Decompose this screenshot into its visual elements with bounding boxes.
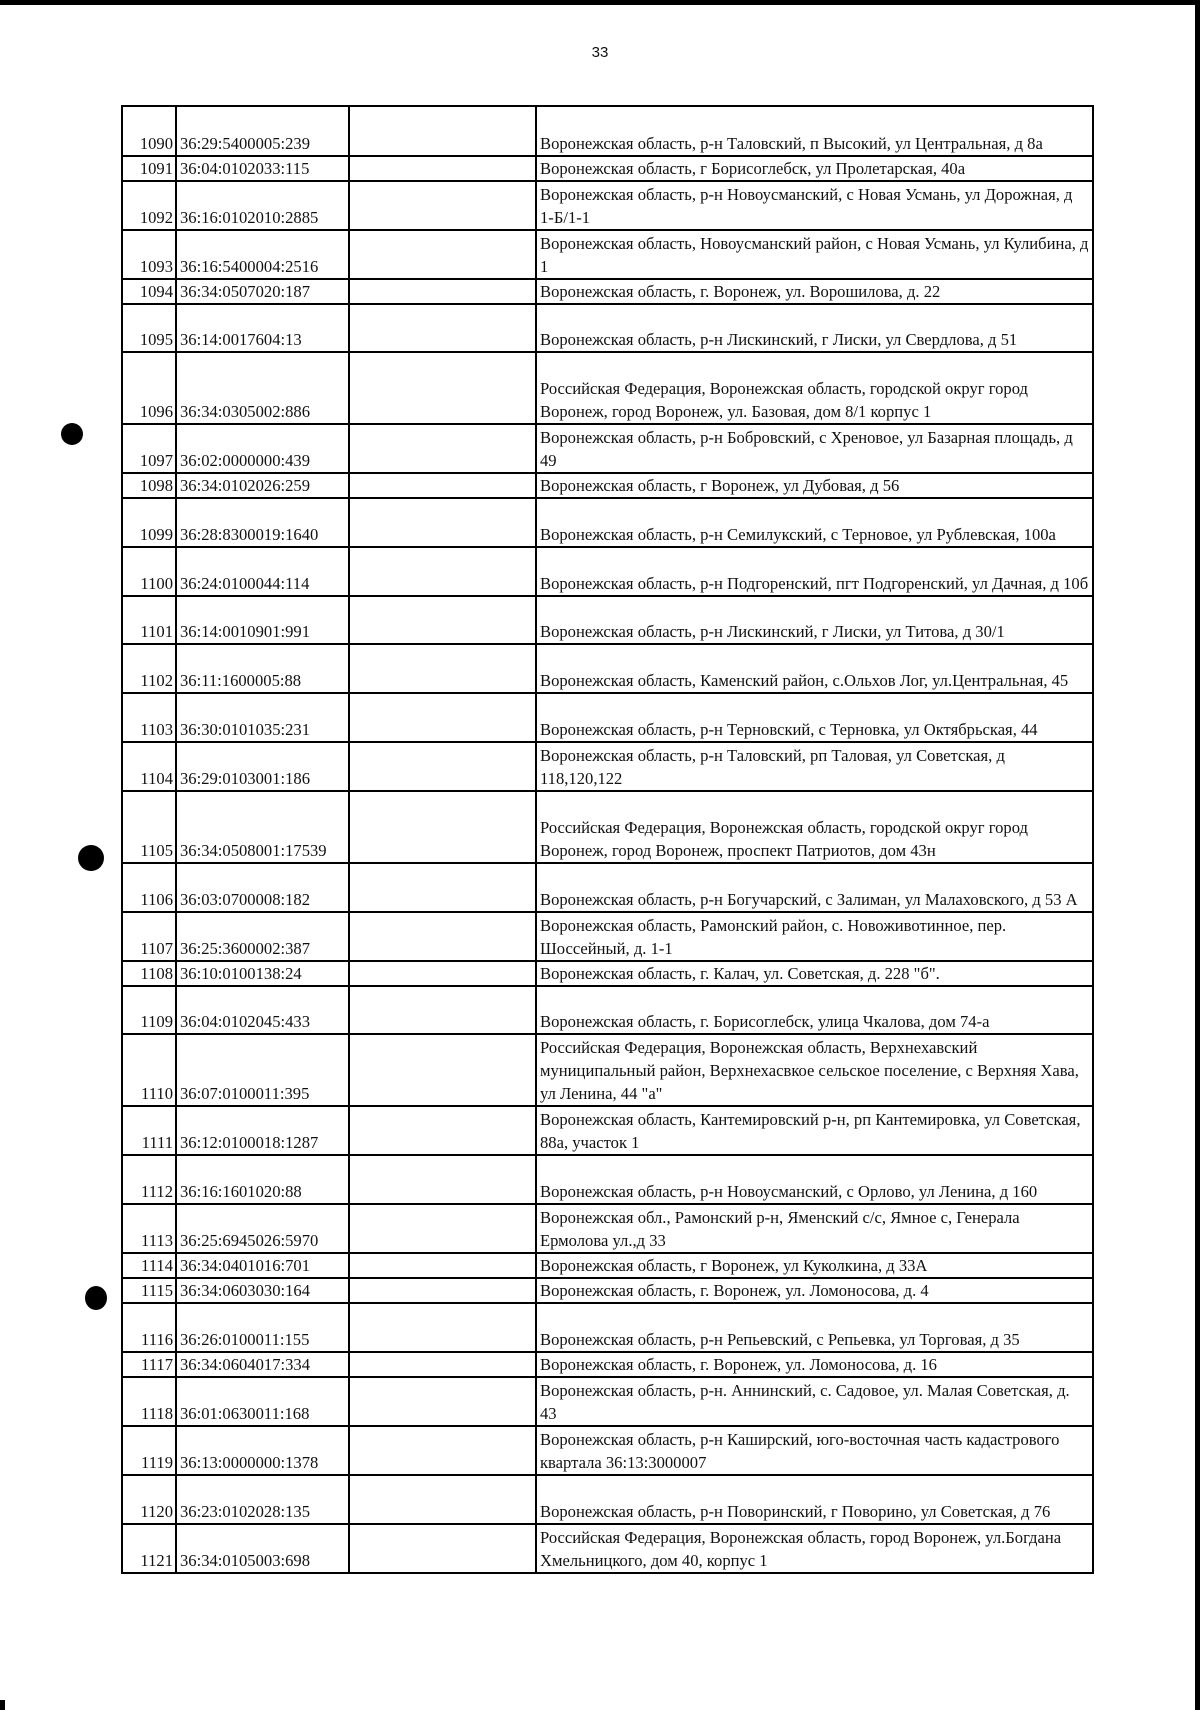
address-cell: Воронежская область, р-н Семилукский, с Терновое, ул Рублевская, 100а: [536, 498, 1093, 547]
row-number-cell: 1108: [122, 961, 176, 986]
table-row: [122, 230, 1093, 279]
row-number-cell: 1104: [122, 742, 176, 791]
address-cell: Воронежская область, р-н Каширский, юго-восточная часть кадастрового квартала 36:13:3000007: [536, 1426, 1093, 1475]
empty-cell: [349, 106, 536, 156]
table-row: [122, 547, 1093, 596]
table-row: [122, 986, 1093, 1034]
address-cell: Воронежская область, р-н Подгоренский, пгт Подгоренский, ул Дачная, д 10б: [536, 547, 1093, 596]
row-number-cell: 1113: [122, 1204, 176, 1253]
address-cell: Воронежская область, р-н Таловский, п Высокий, ул Центральная, д 8а: [536, 106, 1093, 156]
cadastral-number-cell: 36:30:0101035:231: [176, 693, 349, 742]
table-row: [122, 1204, 1093, 1253]
cadastral-number-cell: 36:04:0102045:433: [176, 986, 349, 1034]
empty-cell: [349, 304, 536, 352]
row-number-cell: 1099: [122, 498, 176, 547]
cadastral-number-cell: 36:34:0507020:187: [176, 279, 349, 304]
empty-cell: [349, 498, 536, 547]
address-cell: Российская Федерация, Воронежская область, город Воронеж, ул.Богдана Хмельницкого, дом 40, корпус 1: [536, 1524, 1093, 1573]
empty-cell: [349, 352, 536, 424]
cadastral-number-cell: 36:26:0100011:155: [176, 1303, 349, 1352]
row-number-cell: 1111: [122, 1106, 176, 1155]
address-cell: Воронежская область, г Борисоглебск, ул Пролетарская, 40а: [536, 156, 1093, 181]
punch-hole-mark: [61, 423, 83, 445]
row-number-cell: 1097: [122, 424, 176, 473]
row-number-cell: 1105: [122, 791, 176, 863]
cadastral-number-cell: 36:11:1600005:88: [176, 644, 349, 693]
empty-cell: [349, 547, 536, 596]
cadastral-number-cell: 36:34:0305002:886: [176, 352, 349, 424]
registry-table: [121, 105, 1094, 1574]
cadastral-number-cell: 36:14:0017604:13: [176, 304, 349, 352]
row-number-cell: 1100: [122, 547, 176, 596]
empty-cell: [349, 230, 536, 279]
empty-cell: [349, 1204, 536, 1253]
address-cell: Воронежская область, р-н Поворинский, г Поворино, ул Советская, д 76: [536, 1475, 1093, 1524]
address-cell: Воронежская область, р-н Терновский, с Терновка, ул Октябрьская, 44: [536, 693, 1093, 742]
address-cell: Воронежская область, г. Калач, ул. Советская, д. 228 "б".: [536, 961, 1093, 986]
address-cell: Воронежская область, р-н Новоусманский, с Орлово, ул Ленина, д 160: [536, 1155, 1093, 1204]
row-number-cell: 1090: [122, 106, 176, 156]
table-row: [122, 181, 1093, 230]
table-row: [122, 863, 1093, 912]
empty-cell: [349, 473, 536, 498]
row-number-cell: 1091: [122, 156, 176, 181]
empty-cell: [349, 961, 536, 986]
cadastral-number-cell: 36:04:0102033:115: [176, 156, 349, 181]
page-number: 33: [591, 44, 609, 61]
empty-cell: [349, 1106, 536, 1155]
cadastral-number-cell: 36:28:8300019:1640: [176, 498, 349, 547]
empty-cell: [349, 986, 536, 1034]
empty-cell: [349, 693, 536, 742]
empty-cell: [349, 1426, 536, 1475]
table-row: [122, 424, 1093, 473]
address-cell: Воронежская область, р-н Таловский, рп Таловая, ул Советская, д 118,120,122: [536, 742, 1093, 791]
table-row: [122, 279, 1093, 304]
cadastral-number-cell: 36:34:0508001:17539: [176, 791, 349, 863]
empty-cell: [349, 742, 536, 791]
table-row: [122, 1155, 1093, 1204]
row-number-cell: 1101: [122, 596, 176, 644]
address-cell: Воронежская область, р-н Лискинский, г Лиски, ул Свердлова, д 51: [536, 304, 1093, 352]
cadastral-number-cell: 36:10:0100138:24: [176, 961, 349, 986]
address-cell: Воронежская область, г. Воронеж, ул. Ломоносова, д. 16: [536, 1352, 1093, 1377]
row-number-cell: 1115: [122, 1278, 176, 1303]
row-number-cell: 1114: [122, 1253, 176, 1278]
empty-cell: [349, 791, 536, 863]
row-number-cell: 1109: [122, 986, 176, 1034]
empty-cell: [349, 912, 536, 961]
row-number-cell: 1117: [122, 1352, 176, 1377]
cadastral-number-cell: 36:24:0100044:114: [176, 547, 349, 596]
table-row: [122, 106, 1093, 156]
table-row: [122, 1426, 1093, 1475]
table-row: [122, 1106, 1093, 1155]
empty-cell: [349, 1034, 536, 1106]
table-row: [122, 912, 1093, 961]
address-cell: Воронежская область, р-н Лискинский, г Лиски, ул Титова, д 30/1: [536, 596, 1093, 644]
table-row: [122, 304, 1093, 352]
address-cell: Воронежская область, г. Воронеж, ул. Ломоносова, д. 4: [536, 1278, 1093, 1303]
empty-cell: [349, 644, 536, 693]
address-cell: Воронежская область, р-н. Аннинский, с. Садовое, ул. Малая Советская, д. 43: [536, 1377, 1093, 1426]
scan-border-top: [0, 0, 1200, 5]
table-row: [122, 1377, 1093, 1426]
table-row: [122, 1352, 1093, 1377]
address-cell: Российская Федерация, Воронежская область, городской округ город Воронеж, город Воронеж, проспект Патриотов, дом 43н: [536, 791, 1093, 863]
empty-cell: [349, 181, 536, 230]
empty-cell: [349, 1524, 536, 1573]
table-row: [122, 961, 1093, 986]
empty-cell: [349, 596, 536, 644]
address-cell: Воронежская область, р-н Репьевский, с Репьевка, ул Торговая, д 35: [536, 1303, 1093, 1352]
row-number-cell: 1116: [122, 1303, 176, 1352]
empty-cell: [349, 424, 536, 473]
table-row: [122, 742, 1093, 791]
cadastral-number-cell: 36:03:0700008:182: [176, 863, 349, 912]
cadastral-number-cell: 36:02:0000000:439: [176, 424, 349, 473]
empty-cell: [349, 1155, 536, 1204]
table-row: [122, 1034, 1093, 1106]
table-row: [122, 791, 1093, 863]
row-number-cell: 1121: [122, 1524, 176, 1573]
table-row: [122, 693, 1093, 742]
row-number-cell: 1110: [122, 1034, 176, 1106]
row-number-cell: 1118: [122, 1377, 176, 1426]
row-number-cell: 1093: [122, 230, 176, 279]
scan-border-left: [0, 1700, 5, 1710]
cadastral-number-cell: 36:29:5400005:239: [176, 106, 349, 156]
empty-cell: [349, 1303, 536, 1352]
address-cell: Российская Федерация, Воронежская область, Верхнехавский муниципальный район, Верхнехасвкое сельское поселение, с Верхняя Хава, ул Ленина, 44 "а": [536, 1034, 1093, 1106]
cadastral-number-cell: 36:07:0100011:395: [176, 1034, 349, 1106]
table-row: [122, 1475, 1093, 1524]
row-number-cell: 1098: [122, 473, 176, 498]
cadastral-number-cell: 36:16:0102010:2885: [176, 181, 349, 230]
scan-border-right: [1195, 0, 1200, 1710]
row-number-cell: 1112: [122, 1155, 176, 1204]
row-number-cell: 1103: [122, 693, 176, 742]
address-cell: Воронежская область, г. Воронеж, ул. Ворошилова, д. 22: [536, 279, 1093, 304]
row-number-cell: 1095: [122, 304, 176, 352]
row-number-cell: 1106: [122, 863, 176, 912]
address-cell: Воронежская область, р-н Бобровский, с Хреновое, ул Базарная площадь, д 49: [536, 424, 1093, 473]
address-cell: Воронежская область, Кантемировский р-н, рп Кантемировка, ул Советская, 88а, участок 1: [536, 1106, 1093, 1155]
cadastral-number-cell: 36:34:0603030:164: [176, 1278, 349, 1303]
punch-hole-mark: [85, 1286, 107, 1310]
empty-cell: [349, 1475, 536, 1524]
row-number-cell: 1107: [122, 912, 176, 961]
cadastral-number-cell: 36:16:5400004:2516: [176, 230, 349, 279]
address-cell: Воронежская область, р-н Богучарский, с Залиман, ул Малаховского, д 53 А: [536, 863, 1093, 912]
table-row: [122, 596, 1093, 644]
cadastral-number-cell: 36:14:0010901:991: [176, 596, 349, 644]
table-row: [122, 498, 1093, 547]
row-number-cell: 1119: [122, 1426, 176, 1475]
row-number-cell: 1096: [122, 352, 176, 424]
address-cell: Воронежская область, Рамонский район, с. Новоживотинное, пер. Шоссейный, д. 1-1: [536, 912, 1093, 961]
address-cell: Воронежская область, Новоусманский район, с Новая Усмань, ул Кулибина, д 1: [536, 230, 1093, 279]
punch-hole-mark: [78, 845, 104, 871]
table-row: [122, 644, 1093, 693]
table-row: [122, 156, 1093, 181]
cadastral-number-cell: 36:12:0100018:1287: [176, 1106, 349, 1155]
cadastral-number-cell: 36:25:3600002:387: [176, 912, 349, 961]
cadastral-number-cell: 36:01:0630011:168: [176, 1377, 349, 1426]
table-row: [122, 1303, 1093, 1352]
empty-cell: [349, 1253, 536, 1278]
cadastral-number-cell: 36:25:6945026:5970: [176, 1204, 349, 1253]
table-row: [122, 1524, 1093, 1573]
table-row: [122, 473, 1093, 498]
address-cell: Воронежская область, г Воронеж, ул Куколкина, д 33А: [536, 1253, 1093, 1278]
address-cell: Воронежская область, р-н Новоусманский, с Новая Усмань, ул Дорожная, д 1-Б/1-1: [536, 181, 1093, 230]
address-cell: Воронежская область, Каменский район, с.Ольхов Лог, ул.Центральная, 45: [536, 644, 1093, 693]
row-number-cell: 1094: [122, 279, 176, 304]
empty-cell: [349, 1278, 536, 1303]
row-number-cell: 1092: [122, 181, 176, 230]
empty-cell: [349, 1377, 536, 1426]
empty-cell: [349, 1352, 536, 1377]
cadastral-number-cell: 36:34:0102026:259: [176, 473, 349, 498]
address-cell: Российская Федерация, Воронежская область, городской округ город Воронеж, город Воронеж, ул. Базовая, дом 8/1 корпус 1: [536, 352, 1093, 424]
cadastral-number-cell: 36:13:0000000:1378: [176, 1426, 349, 1475]
table-row: [122, 1278, 1093, 1303]
cadastral-number-cell: 36:34:0401016:701: [176, 1253, 349, 1278]
row-number-cell: 1120: [122, 1475, 176, 1524]
empty-cell: [349, 279, 536, 304]
address-cell: Воронежская область, г Воронеж, ул Дубовая, д 56: [536, 473, 1093, 498]
table-row: [122, 1253, 1093, 1278]
address-cell: Воронежская обл., Рамонский р-н, Яменский с/с, Ямное с, Генерала Ермолова ул.,д 33: [536, 1204, 1093, 1253]
row-number-cell: 1102: [122, 644, 176, 693]
cadastral-number-cell: 36:23:0102028:135: [176, 1475, 349, 1524]
empty-cell: [349, 863, 536, 912]
cadastral-number-cell: 36:34:0105003:698: [176, 1524, 349, 1573]
address-cell: Воронежская область, г. Борисоглебск, улица Чкалова, дом 74-а: [536, 986, 1093, 1034]
cadastral-number-cell: 36:29:0103001:186: [176, 742, 349, 791]
cadastral-number-cell: 36:16:1601020:88: [176, 1155, 349, 1204]
cadastral-number-cell: 36:34:0604017:334: [176, 1352, 349, 1377]
empty-cell: [349, 156, 536, 181]
table-row: [122, 352, 1093, 424]
